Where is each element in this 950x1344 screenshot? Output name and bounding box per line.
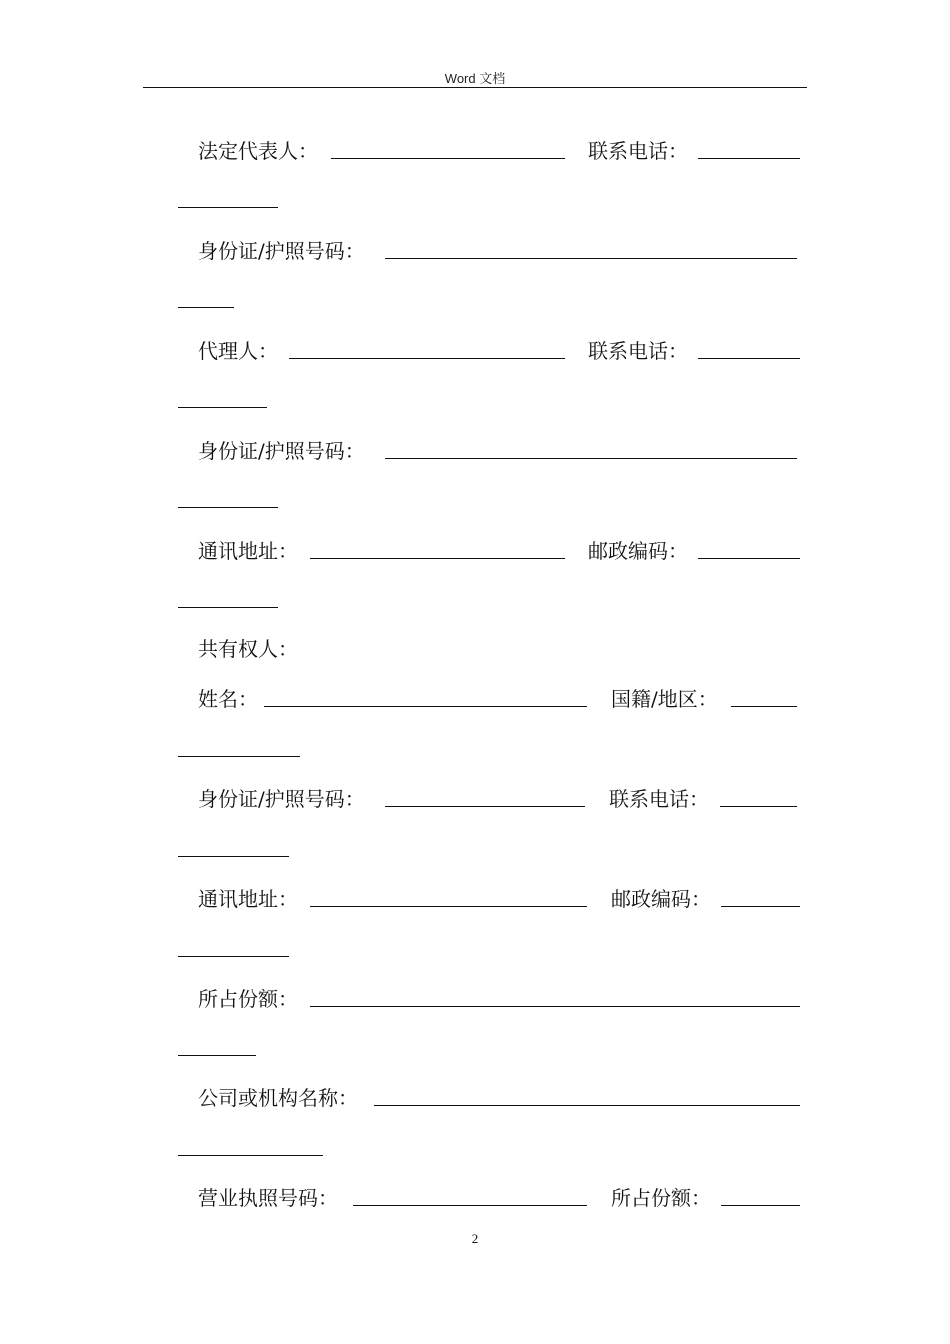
row-co-owner-id xyxy=(198,784,800,814)
row-co-owner xyxy=(198,634,800,664)
license-label: 营业执照号码： xyxy=(198,1186,338,1210)
postcode-blank-continued[interactable] xyxy=(178,607,278,608)
name-blank[interactable] xyxy=(264,706,587,707)
id-passport-label: 身份证/护照号码： xyxy=(198,239,365,263)
nationality-label: 国籍/地区： xyxy=(611,687,718,711)
agent-phone-label: 联系电话： xyxy=(588,339,688,363)
row-legal-rep xyxy=(198,136,800,166)
company-label: 公司或机构名称： xyxy=(198,1086,358,1110)
share-blank-continued[interactable] xyxy=(178,1055,256,1056)
agent-phone-blank[interactable] xyxy=(698,358,800,359)
page-number: 2 xyxy=(471,1231,479,1246)
header-title: Word 文档 xyxy=(444,71,506,86)
legal-rep-label: 法定代表人： xyxy=(198,139,318,163)
row-id-passport-2 xyxy=(198,436,800,466)
nationality-blank-continued[interactable] xyxy=(178,756,300,757)
address-blank[interactable] xyxy=(310,558,565,559)
co-owner-postcode-blank-continued[interactable] xyxy=(178,956,289,957)
legal-rep-blank[interactable] xyxy=(331,158,565,159)
phone-blank-continued[interactable] xyxy=(178,207,278,208)
row-address-2 xyxy=(198,884,800,914)
co-owner-address-label: 通讯地址： xyxy=(198,887,298,911)
agent-label: 代理人： xyxy=(198,339,278,363)
co-owner-address-blank[interactable] xyxy=(310,906,587,907)
co-owner-phone-label: 联系电话： xyxy=(609,787,709,811)
license-blank[interactable] xyxy=(353,1205,587,1206)
company-share-label: 所占份额： xyxy=(611,1186,711,1210)
agent-id-passport-blank-continued[interactable] xyxy=(178,507,278,508)
co-owner-postcode-blank[interactable] xyxy=(721,906,800,907)
co-owner-id-passport-label: 身份证/护照号码： xyxy=(198,787,365,811)
row-id-passport-1 xyxy=(198,236,800,266)
agent-phone-blank-continued[interactable] xyxy=(178,407,267,408)
share-blank[interactable] xyxy=(310,1006,800,1007)
postcode-label: 邮政编码： xyxy=(588,539,688,563)
co-owner-phone-blank[interactable] xyxy=(720,806,797,807)
co-owner-postcode-label: 邮政编码： xyxy=(611,887,711,911)
row-share-1 xyxy=(198,984,800,1014)
company-share-blank[interactable] xyxy=(721,1205,800,1206)
name-label: 姓名： xyxy=(198,687,258,711)
header-rule xyxy=(143,87,807,88)
id-passport-blank[interactable] xyxy=(385,258,797,259)
row-name xyxy=(198,684,800,714)
row-license xyxy=(198,1183,800,1213)
row-address-1 xyxy=(198,536,800,566)
phone-blank[interactable] xyxy=(698,158,800,159)
nationality-blank[interactable] xyxy=(731,706,797,707)
co-owner-label: 共有权人： xyxy=(198,637,298,661)
agent-id-passport-blank[interactable] xyxy=(385,458,797,459)
postcode-blank[interactable] xyxy=(698,558,800,559)
agent-blank[interactable] xyxy=(289,358,565,359)
address-label: 通讯地址： xyxy=(198,539,298,563)
co-owner-id-passport-blank[interactable] xyxy=(385,806,585,807)
phone-label: 联系电话： xyxy=(588,139,688,163)
row-agent xyxy=(198,336,800,366)
id-passport-blank-continued[interactable] xyxy=(178,307,234,308)
co-owner-phone-blank-continued[interactable] xyxy=(178,856,289,857)
company-blank-continued[interactable] xyxy=(178,1155,323,1156)
row-company xyxy=(198,1083,800,1113)
company-blank[interactable] xyxy=(374,1105,800,1106)
agent-id-passport-label: 身份证/护照号码： xyxy=(198,439,365,463)
share-label: 所占份额： xyxy=(198,987,298,1011)
